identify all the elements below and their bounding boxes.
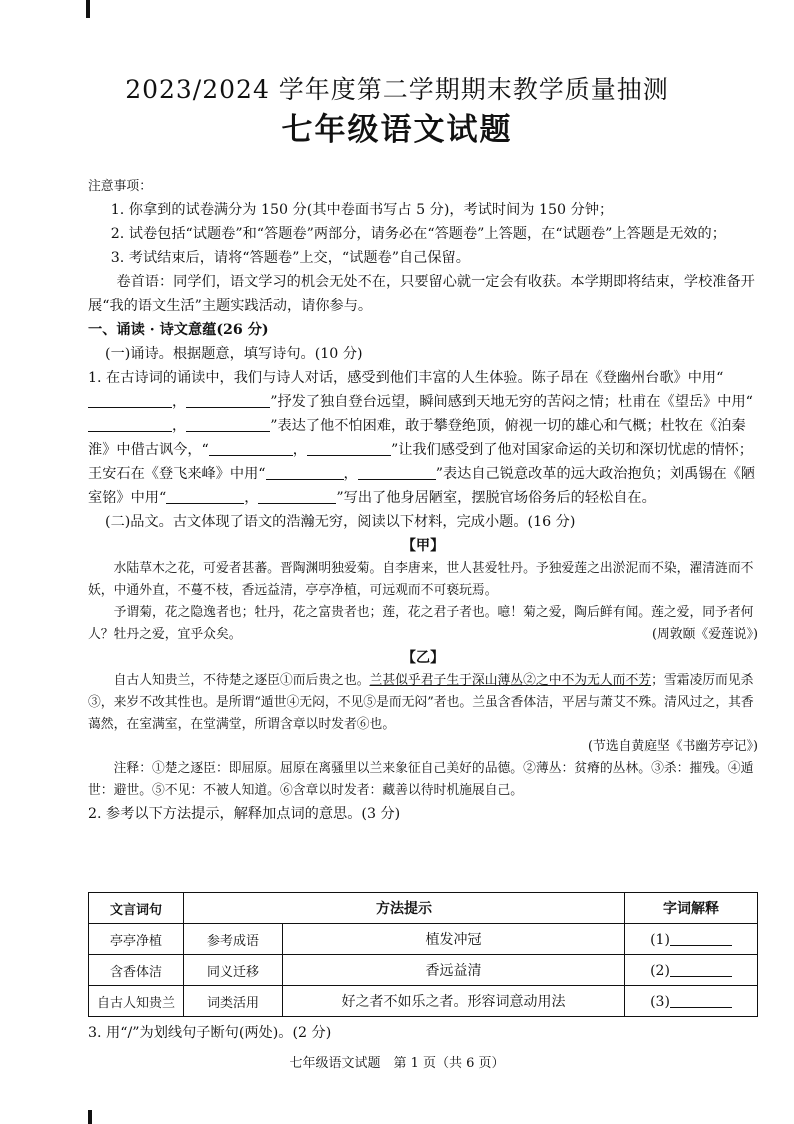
- page-footer: 七年级语文试题 第 1 页（共 6 页）: [289, 1056, 505, 1071]
- table-cell-hint: 植发冲冠: [283, 924, 625, 955]
- table-cell-hint: 香远益清: [283, 955, 625, 986]
- table-row: [89, 986, 758, 1017]
- question-1: 1. 在古诗词的诵读中，我们与诗人对话，感受到他们丰富的人生体验。陈子昂在《登幽州台歌》中用“， ”抒发了独自登台远望，瞬间感到天地无穷的苦闷之情；杜甫在《望岳》中用“， ”表达了他不怕困难，敢于攀登绝顶，俯视一切的雄心和气概；杜牧在《泊秦淮》中借古讽今，“ ， ”让我们感受到了他对国家命运的关切和深切忧虑的情怀；王安石在《登飞来峰》中用“ ， ”表达自己锐意改革的远大政治抱负；刘禹锡在《陋室铭》中用“ ， ”写出了他身居陋室，摆脱官场俗务后的轻松自在。: [88, 370, 756, 506]
- passage-source: (节选自黄庭坚《书幽芳亭记》): [588, 739, 758, 754]
- passage-jia-paragraph: 予谓菊，花之隐逸者也；牡丹，花之富贵者也；莲，花之君子者也。噫！菊之爱，陶后鲜有闻。莲之爱，同予者何人？牡丹之爱，宜乎众矣。 (周敦颐《爱莲说》): [88, 602, 758, 646]
- crop-mark-bottom: [88, 1110, 92, 1124]
- answer-blank: [670, 993, 732, 1008]
- preface: 卷首语：同学们，语文学习的机会无处不在，只要留心就一定会有收获。本学期即将结束，学校准备开展“我的语文生活”主题实践活动，请你参与。: [88, 274, 755, 314]
- method-table: [88, 892, 758, 1017]
- table-header: 字词解释: [625, 893, 758, 924]
- note-item: 3. 考试结束后，请将“答题卷”上交，“试题卷”自己保留。: [110, 250, 470, 266]
- answer-blank[interactable]: [166, 489, 244, 504]
- note-item: 2. 试卷包括“试题卷”和“答题卷”两部分，请务必在“答题卷”上答题，在“试题卷”上答题是无效的；: [110, 226, 726, 242]
- part-heading: (二)品文。古文体现了语文的浩瀚无穷，阅读以下材料，完成小题。(16 分): [105, 514, 576, 530]
- table-header: 方法提示: [184, 893, 625, 924]
- table-cell-answer[interactable]: (3): [625, 986, 758, 1017]
- table-cell-answer[interactable]: (2): [625, 955, 758, 986]
- table-cell-method: 词类活用: [184, 986, 283, 1017]
- answer-blank[interactable]: [258, 489, 336, 504]
- answer-blank[interactable]: [266, 465, 344, 480]
- table-cell-phrase: 含香体洁: [89, 955, 184, 986]
- underlined-sentence: 兰甚似乎君子生于深山薄丛②之中不为无人而不芳: [369, 673, 652, 688]
- table-cell-hint: 好之者不如乐之者。形容词意动用法: [283, 986, 625, 1017]
- passage-label-yi: 【乙】: [401, 650, 445, 666]
- table-cell-method: 参考成语: [184, 924, 283, 955]
- table-row: [89, 955, 758, 986]
- table-cell-phrase: 亭亭净植: [89, 924, 184, 955]
- table-cell-phrase: 自古人知贵兰: [89, 986, 184, 1017]
- answer-blank: [670, 931, 732, 946]
- table-cell-answer[interactable]: (1): [625, 924, 758, 955]
- question-2-prompt: 2. 参考以下方法提示，解释加点词的意思。(3 分): [88, 806, 401, 822]
- table-header: 文言词句: [89, 893, 184, 924]
- answer-blank[interactable]: [186, 417, 270, 432]
- exam-title: 2023/2024 学年度第二学期期末教学质量抽测: [125, 75, 669, 104]
- passage-label-jia: 【甲】: [401, 538, 445, 554]
- table-cell-method: 同义迁移: [184, 955, 283, 986]
- question-3-prompt: 3. 用“/”为划线句子断句(两处)。(2 分): [88, 1025, 332, 1041]
- passage-jia-paragraph: 水陆草木之花，可爱者甚蕃。晋陶渊明独爱菊。自李唐来，世人甚爱牡丹。予独爱莲之出淤泥而不染，濯清涟而不妖，中通外直，不蔓不枝，香远益清，亭亭净植，可远观而不可亵玩焉。: [88, 561, 754, 598]
- crop-mark-top: [86, 0, 90, 18]
- exam-body: [88, 176, 758, 826]
- answer-blank[interactable]: [209, 441, 293, 456]
- answer-blank[interactable]: [307, 441, 391, 456]
- answer-blank[interactable]: [88, 393, 172, 408]
- passage-source: (周敦颐《爱莲说》): [652, 627, 758, 642]
- answer-blank[interactable]: [358, 465, 436, 480]
- table-row: [89, 924, 758, 955]
- answer-blank[interactable]: [88, 417, 172, 432]
- answer-blank[interactable]: [186, 393, 270, 408]
- section-heading: 一、诵读 · 诗文意蕴(26 分): [88, 322, 269, 338]
- note-item: 1. 你拿到的试卷满分为 150 分(其中卷面书写占 5 分)，考试时间为 150 分钟；: [110, 202, 614, 218]
- exam-subject-title: 七年级语文试题: [281, 112, 513, 148]
- answer-blank: [670, 962, 732, 977]
- table-header-row: [89, 893, 758, 924]
- notes-heading: 注意事项：: [88, 179, 152, 194]
- part-heading: (一)诵诗。根据题意，填写诗句。(10 分): [105, 346, 363, 362]
- annotation: 注释：①楚之逐臣：即屈原。屈原在离骚里以兰来象征自己美好的品德。②薄丛：贫瘠的丛林。③杀：摧残。④遁世：避世。⑤不见：不被人知道。⑥含章以时发者：藏善以待时机施展自己。: [88, 761, 754, 798]
- passage-yi-paragraph: 自古人知贵兰，不待楚之逐臣①而后贵之也。兰甚似乎君子生于深山薄丛②之中不为无人而不芳；雪霜凌厉而见杀③，来岁不改其性也。是所谓“遁世④无闷，不见⑤是而无闷”者也。兰虽含香体洁，平居与萧艾不殊。清风过之，其香蔼然，在室满室，在堂满堂，所谓含章以时发者⑥也。: [88, 673, 754, 732]
